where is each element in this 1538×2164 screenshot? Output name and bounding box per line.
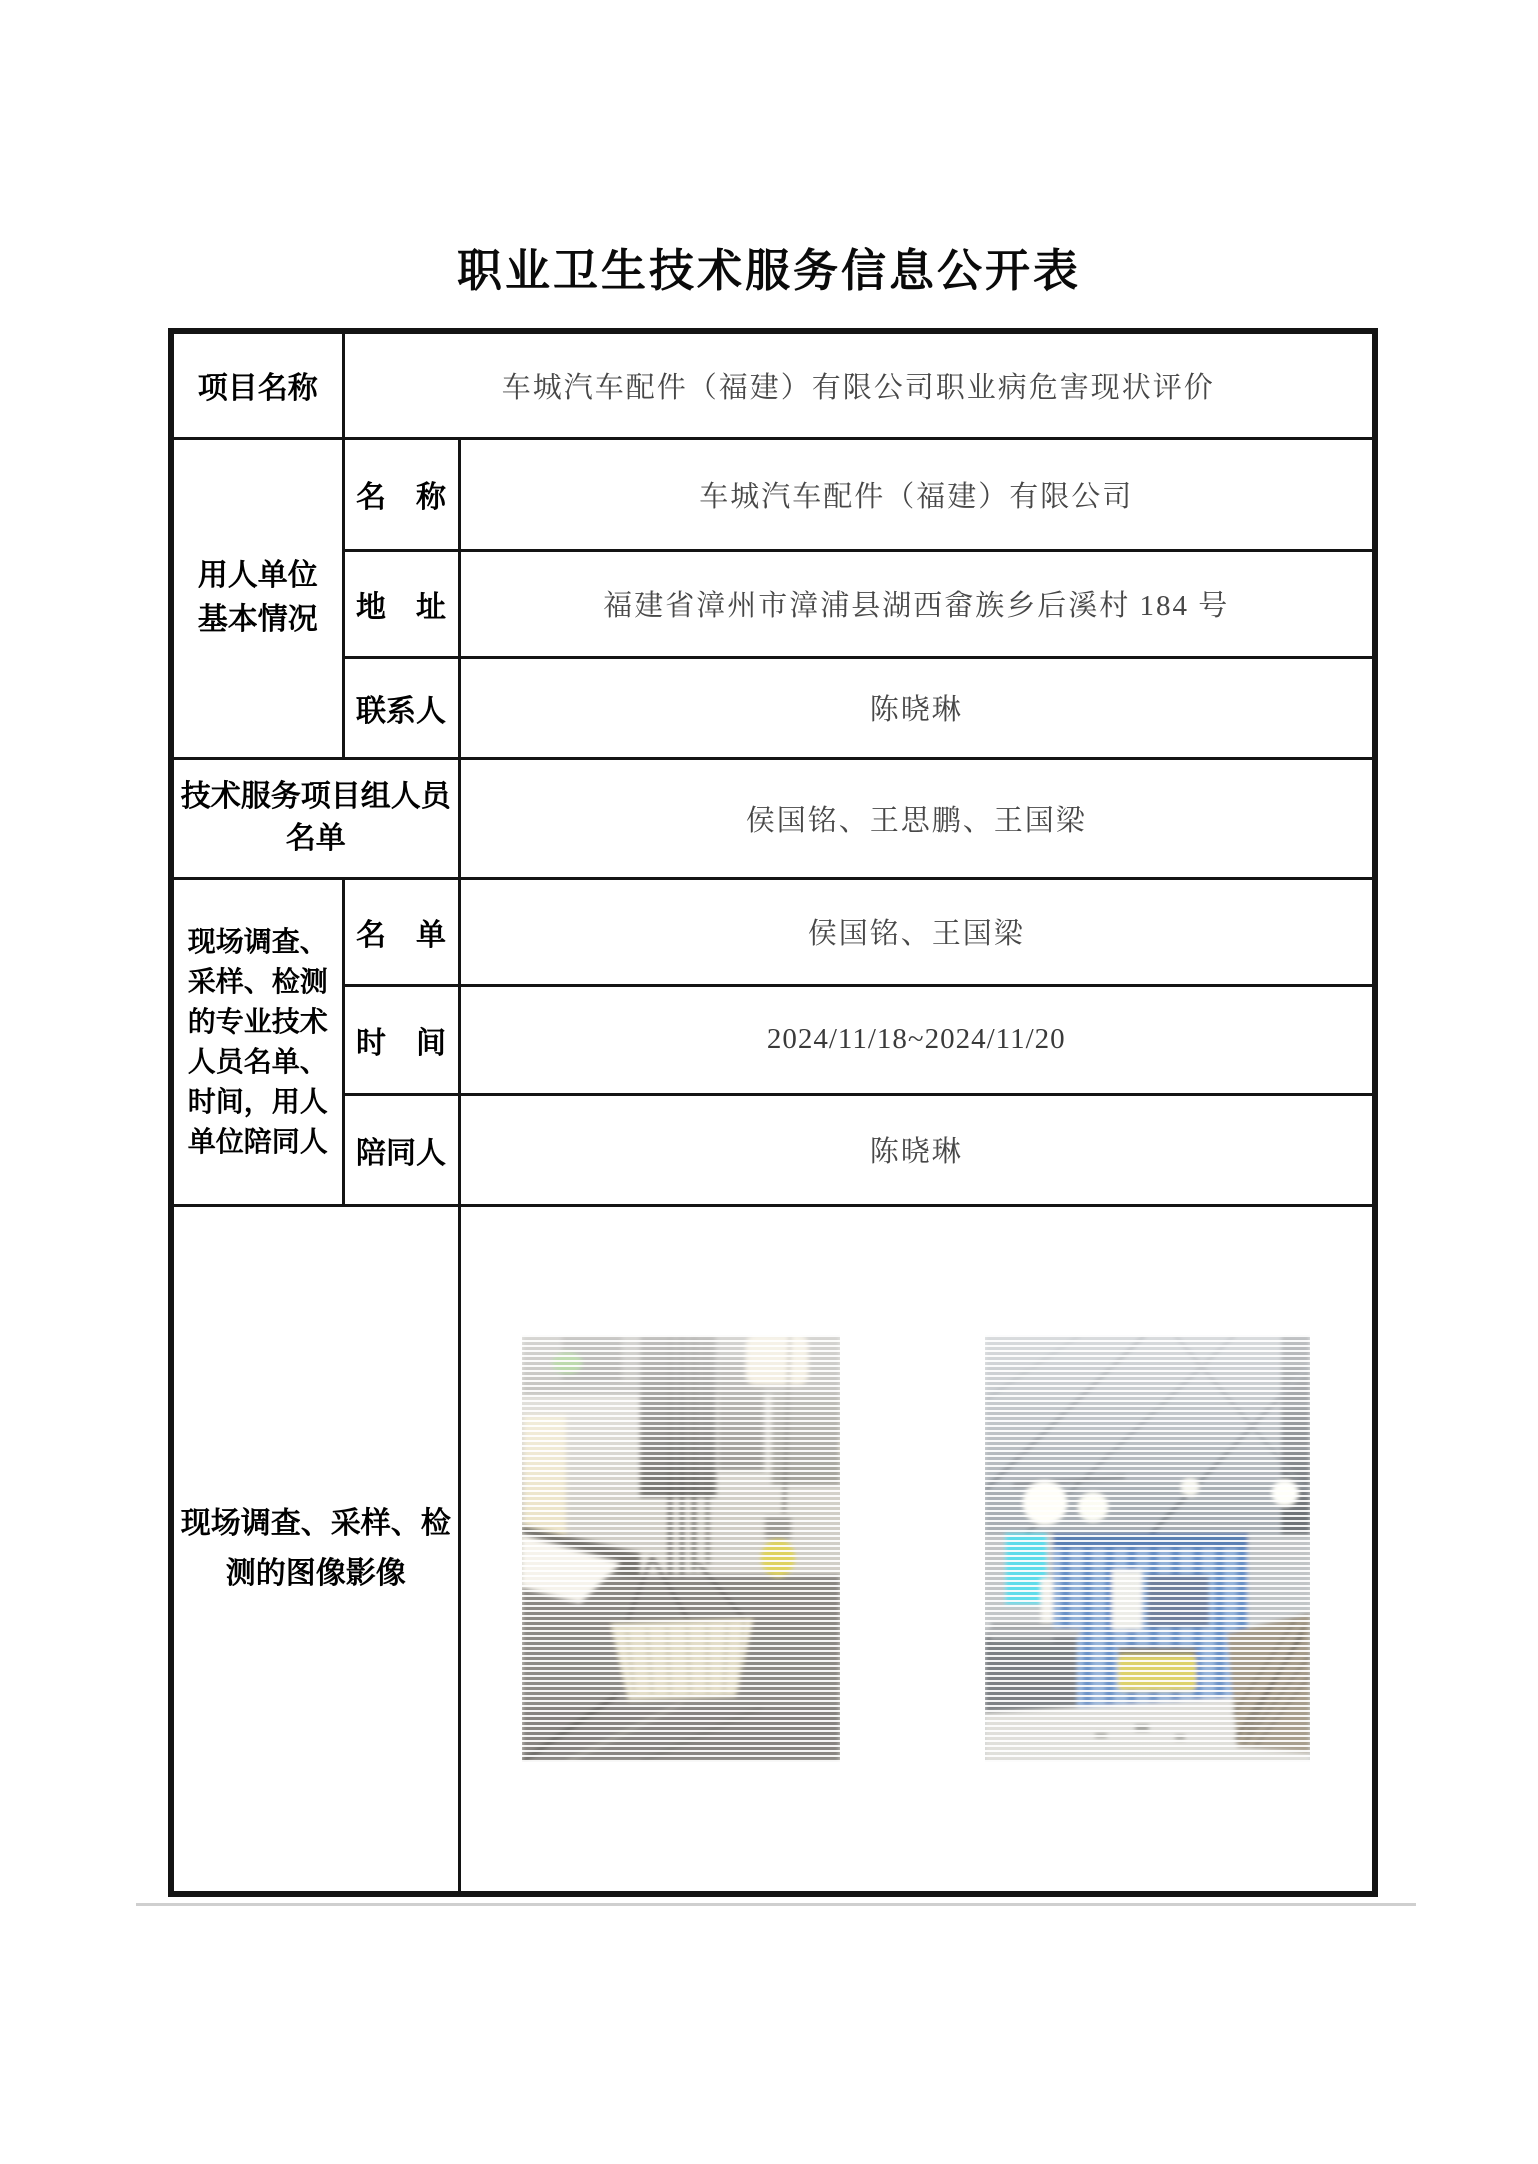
site-images-label-line1: 现场调查、采样、检 [180,1506,451,1540]
survey-label-line2: 采样、检测 [187,965,328,997]
row-survey-companion [171,1094,1375,1205]
employer-address-label: 地 址 [343,550,459,657]
row-survey-list [171,878,1375,985]
survey-label-line6: 单位陪同人 [187,1125,328,1157]
project-name-value: 车城汽车配件（福建）有限公司职业病危害现状评价 [343,331,1375,438]
survey-label-line3: 的专业技术 [187,1005,328,1037]
workshop-machinery-photo [522,1335,840,1762]
row-employer-address [171,550,1375,657]
row-service-team [171,758,1375,878]
site-photos-container [461,1335,1373,1762]
survey-list-value: 侯国铭、王国梁 [459,878,1375,985]
survey-label-line5: 时间，用人 [187,1085,328,1117]
employer-contact-value: 陈晓琳 [459,657,1375,758]
site-images-label [171,1205,459,1894]
employer-name-label: 名 称 [343,438,459,550]
workshop-blue-cage-art [985,1335,1310,1762]
service-team-label [171,758,459,878]
row-site-images [171,1205,1375,1894]
row-survey-time [171,985,1375,1094]
service-team-value: 侯国铭、王思鹏、王国梁 [459,758,1375,878]
survey-list-label: 名 单 [343,878,459,985]
service-team-label-line1: 技术服务项目组人员 [180,780,451,813]
info-disclosure-table [168,328,1378,1897]
service-team-label-line2: 名单 [285,822,346,855]
site-images-cell [459,1205,1375,1894]
survey-companion-value: 陈晓琳 [459,1094,1375,1205]
survey-section-label [171,878,343,1205]
employer-label-line1: 用人单位 [197,559,318,592]
row-employer-name [171,438,1375,550]
scan-artifact-line [136,1903,1416,1906]
employer-contact-label: 联系人 [343,657,459,758]
survey-time-label: 时 间 [343,985,459,1094]
employer-address-value: 福建省漳州市漳浦县湖西畲族乡后溪村 184 号 [459,550,1375,657]
survey-label-line1: 现场调查、 [187,925,328,957]
workshop-machinery-art [522,1335,840,1762]
row-employer-contact [171,657,1375,758]
employer-label-line2: 基本情况 [197,603,318,636]
survey-companion-label: 陪同人 [343,1094,459,1205]
survey-time-value: 2024/11/18~2024/11/20 [459,985,1375,1094]
employer-name-value: 车城汽车配件（福建）有限公司 [459,438,1375,550]
employer-section-label [171,438,343,758]
workshop-blue-cage-photo [985,1335,1310,1762]
project-name-label: 项目名称 [171,331,343,438]
site-images-label-line2: 测的图像影像 [225,1556,406,1590]
survey-label-line4: 人员名单、 [187,1045,328,1077]
row-project-name [171,331,1375,438]
document-title: 职业卫生技术服务信息公开表 [456,245,1081,296]
